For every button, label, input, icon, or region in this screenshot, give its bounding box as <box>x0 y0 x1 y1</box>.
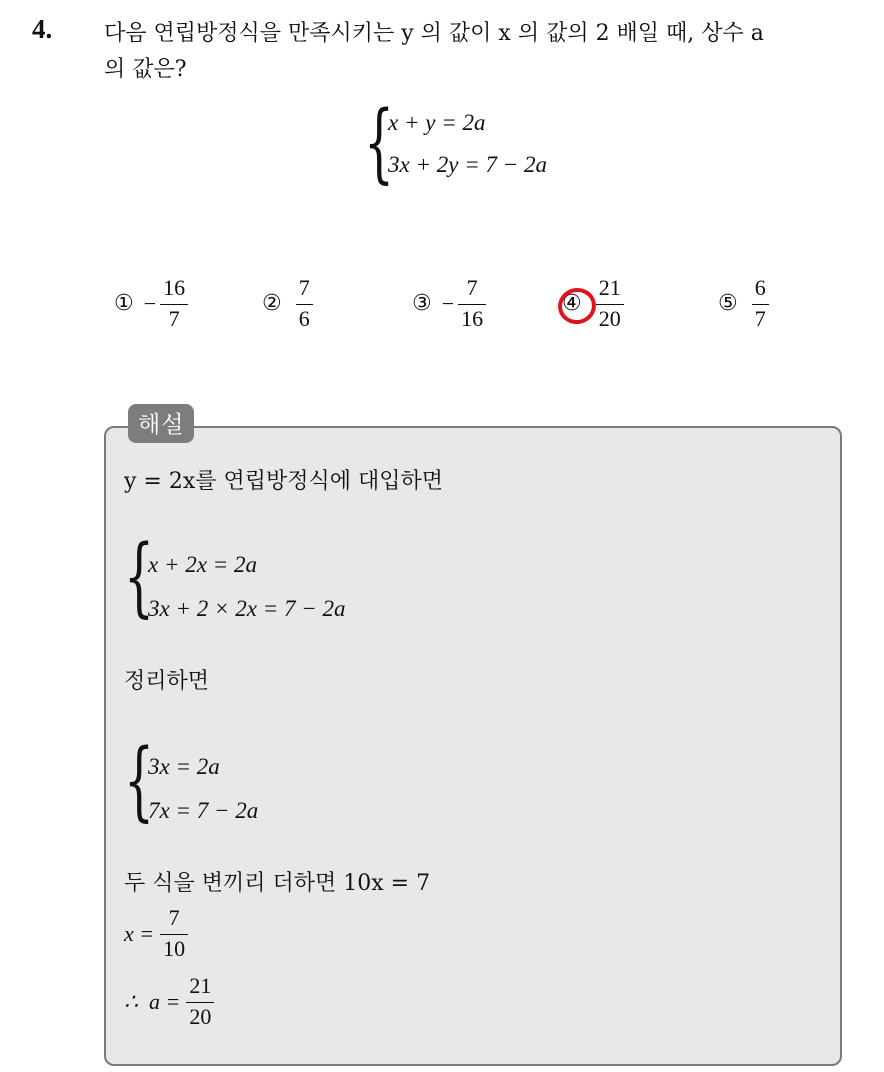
choice-sign: − <box>441 290 455 316</box>
x-fraction <box>160 906 188 961</box>
choice-5[interactable] <box>718 276 769 331</box>
solution-box <box>104 426 842 1066</box>
choice-denominator: 7 <box>168 306 180 332</box>
choice-fraction <box>296 276 313 331</box>
solution-system2-eq2: 7x = 7 − 2a <box>148 798 259 823</box>
choice-sign: − <box>143 290 157 316</box>
choice-numerator: 21 <box>598 275 621 300</box>
choice-fraction <box>458 276 486 331</box>
choice-label: ⑤ <box>718 291 738 317</box>
choice-label: ② <box>262 291 282 317</box>
choice-4[interactable] <box>562 276 624 331</box>
choice-denominator: 16 <box>461 306 484 332</box>
a-lhs: ∴ a = <box>124 988 181 1014</box>
choice-label: ③ <box>412 291 432 317</box>
system-equation-1: x + y = 2a <box>388 110 486 135</box>
solution-x-value <box>124 906 188 961</box>
x-lhs: x = <box>124 920 155 946</box>
choice-2[interactable] <box>262 276 313 331</box>
choice-numerator: 7 <box>298 275 310 300</box>
x-numerator: 7 <box>168 905 180 930</box>
solution-a-value <box>124 974 214 1029</box>
solution-system1-eq1: x + 2x = 2a <box>148 552 257 577</box>
x-denominator: 10 <box>163 936 186 962</box>
choice-denominator: 6 <box>298 306 310 332</box>
choice-denominator: 20 <box>598 306 621 332</box>
choice-1[interactable] <box>114 276 188 331</box>
choice-denominator: 7 <box>754 306 766 332</box>
system-brace: { <box>364 93 395 193</box>
solution-line-3: 두 식을 변끼리 더하면 10x = 7 <box>124 871 431 896</box>
choice-fraction <box>160 276 188 331</box>
system-equation-2: 3x + 2y = 7 − 2a <box>388 152 547 177</box>
choice-numerator: 6 <box>754 275 766 300</box>
a-numerator: 21 <box>189 973 212 998</box>
question-text-line2: 의 값은? <box>104 57 187 82</box>
solution-tag: 해설 <box>128 404 194 443</box>
choice-label: ④ <box>562 291 582 316</box>
solution-line-2: 정리하면 <box>124 669 210 694</box>
solution-system1-brace: { <box>124 527 155 627</box>
a-denominator: 20 <box>189 1004 212 1030</box>
choice-numerator: 7 <box>466 275 478 300</box>
question-text <box>104 16 864 88</box>
a-fraction <box>186 974 214 1029</box>
question-number: 4. <box>32 14 53 44</box>
solution-system1-eq2: 3x + 2 × 2x = 7 − 2a <box>148 596 346 621</box>
solution-system2-brace: { <box>124 731 155 831</box>
choice-3[interactable] <box>412 276 486 331</box>
question-text-line1: 다음 연립방정식을 만족시키는 y 의 값이 x 의 값의 2 배일 때, 상수 a <box>104 21 764 46</box>
choice-fraction <box>752 276 769 331</box>
solution-line-1: y = 2x를 연립방정식에 대입하면 <box>124 469 444 494</box>
solution-system2-eq1: 3x = 2a <box>148 754 220 779</box>
choice-label: ① <box>114 291 134 317</box>
choice-fraction <box>596 276 624 331</box>
choice-numerator: 16 <box>163 275 186 300</box>
